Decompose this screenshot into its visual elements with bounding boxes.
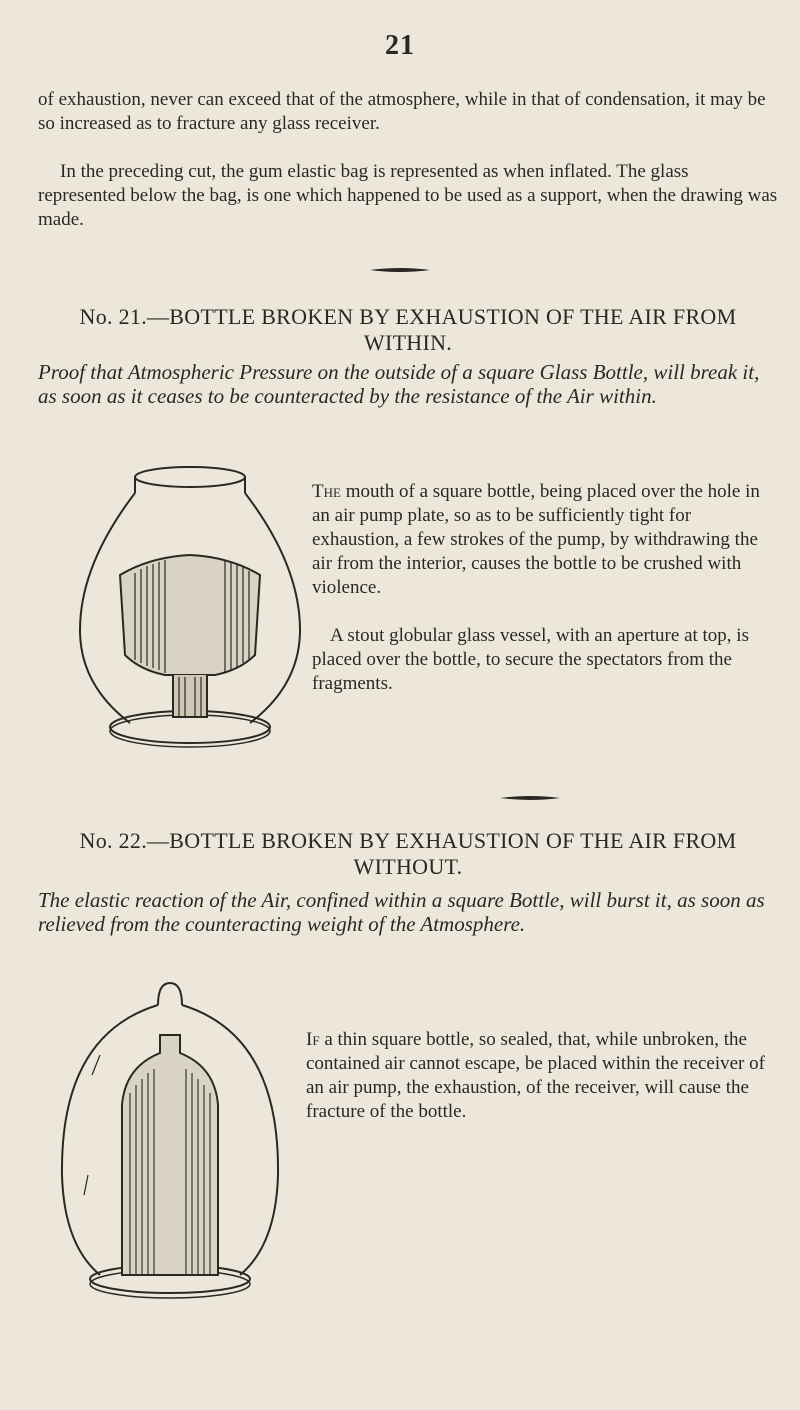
section-22-lead-word: If [306, 1029, 320, 1050]
section-21-paragraph-1 [312, 480, 768, 600]
section-21-title: No. 21.—BOTTLE BROKEN BY EXHAUSTION OF THE AIR FROM WITHIN. [79, 304, 737, 355]
page-number: 21 [385, 30, 415, 61]
section-21-paragraph-1-text: mouth of a square bottle, being placed over the hole in an air pump plate, so as to be sufficiently tight for exhaustion, a few strokes of the pump, by withdrawing the air from the interior, causes the bottle to be crushed with violence. [312, 481, 760, 598]
bottle-in-globe-illustration [75, 455, 305, 755]
intro-paragraph-1: of exhaustion, never can exceed that of the atmosphere, while in that of condensation, it may be so increased as to fracture any glass receiver. [38, 89, 766, 134]
section-22-paragraph-1 [306, 1028, 766, 1124]
section-21-paragraph-2: A stout globular glass vessel, with an aperture at top, is placed over the bottle, to secure the spectators from the fragments. [312, 625, 749, 694]
section-divider [500, 794, 560, 802]
section-22-subtitle: The elastic reaction of the Air, confined within a square Bottle, will burst it, as soon as relieved from the counteracting weight of the Atmosphere. [38, 888, 765, 936]
intro-paragraph-2: In the preceding cut, the gum elastic bag is represented as when inflated. The glass represented below the bag, is one which happened to be used as a support, when the drawing was made. [38, 161, 778, 230]
section-21-lead-word: The [312, 481, 341, 502]
section-22-paragraph-1-text: a thin square bottle, so sealed, that, while unbroken, the contained air cannot escape, be placed within the receiver of an air pump, the exhaustion, of the receiver, will cause the fracture of the bottle. [306, 1029, 765, 1122]
section-22-title: No. 22.—BOTTLE BROKEN BY EXHAUSTION OF THE AIR FROM WITHOUT. [79, 828, 737, 879]
section-21-subtitle: Proof that Atmospheric Pressure on the outside of a square Glass Bottle, will break it, as soon as it ceases to be counteracted by the resistance of the Air within. [38, 360, 760, 408]
sealed-bottle-in-receiver-illustration [40, 975, 300, 1305]
section-divider [370, 266, 430, 274]
